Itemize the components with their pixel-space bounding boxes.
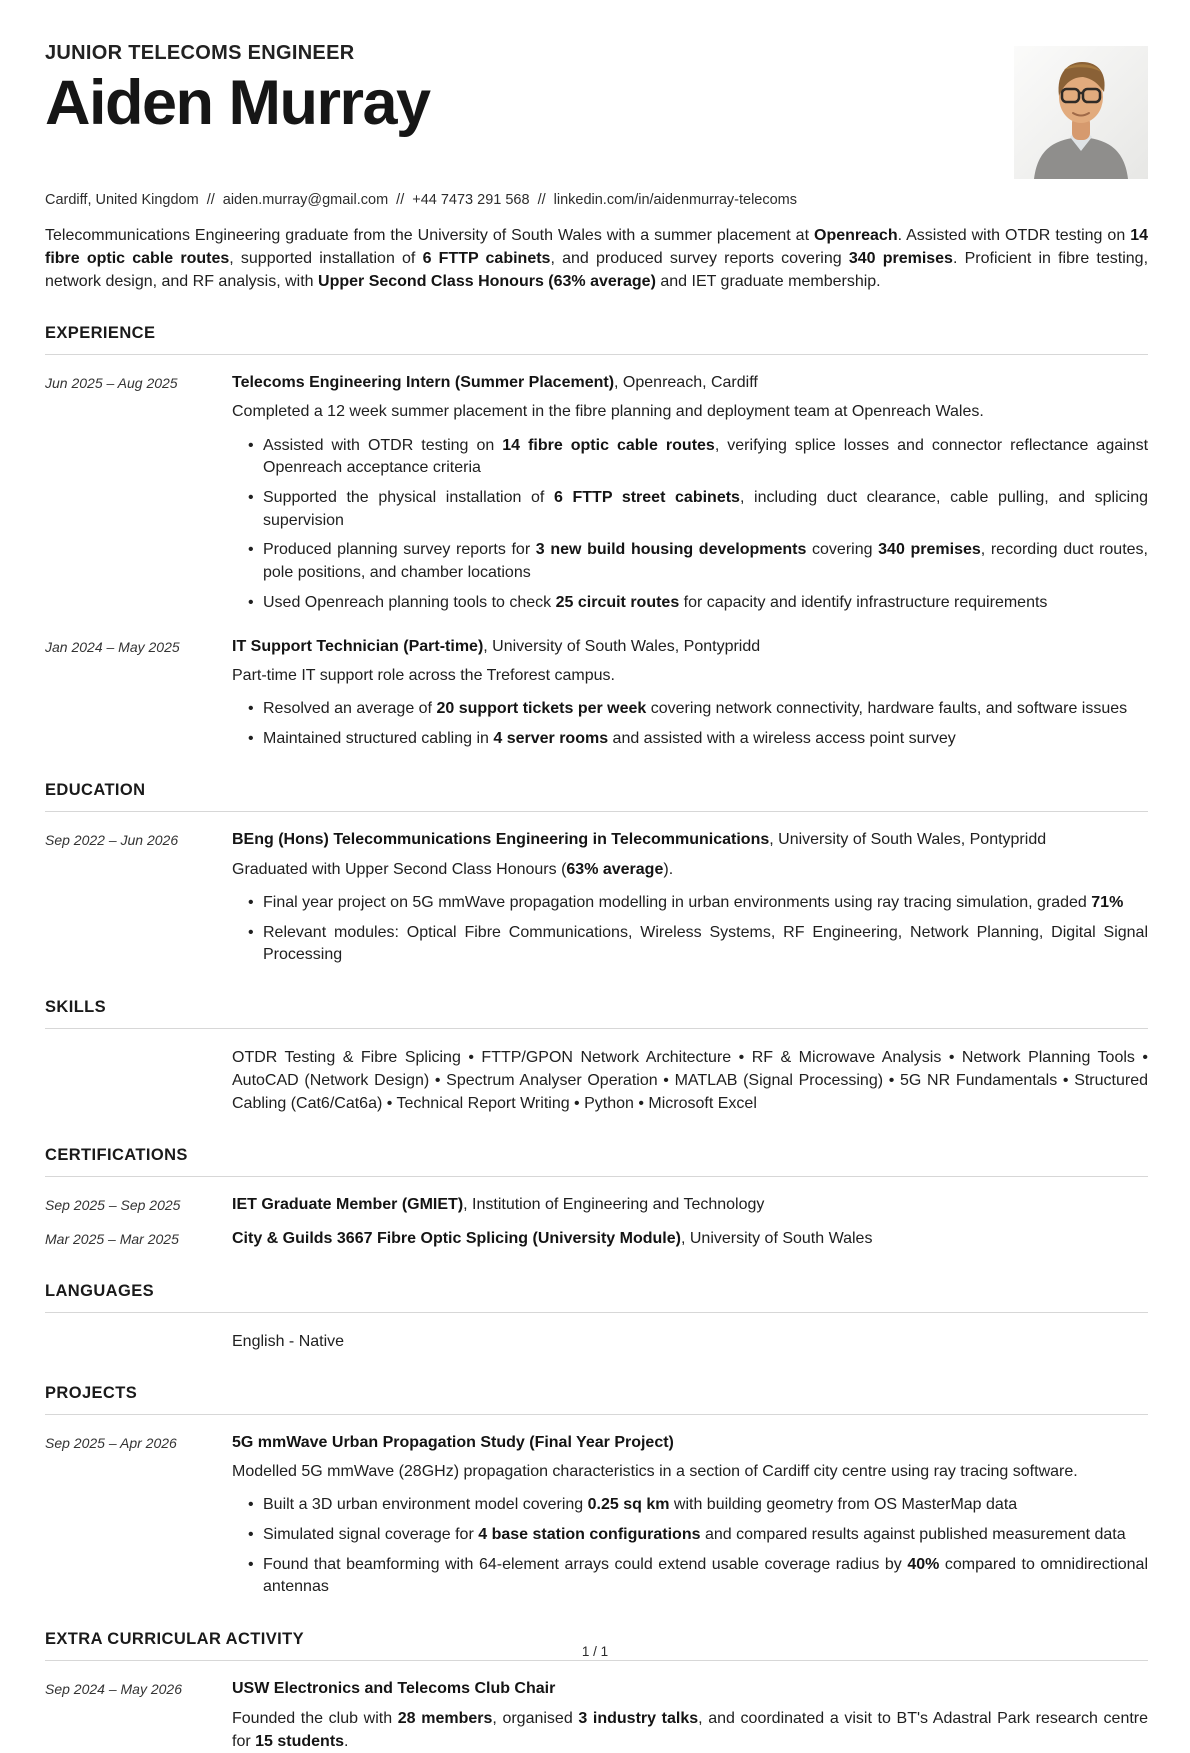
date-spacer	[45, 1330, 232, 1353]
entry-title: City & Guilds 3667 Fibre Optic Splicing (University Module), University of South Wales	[232, 1230, 873, 1248]
contact-linkedin: linkedin.com/in/aidenmurray-telecoms	[553, 192, 798, 208]
skills-list: OTDR Testing & Fibre Splicing • FTTP/GPON Network Architecture • RF & Microwave Analysis • Network Planning Tools • AutoCAD (Network Design) • Spectrum Analyser Operation • MATLAB (Signal Processing) • 5G NR Fundamentals • Structured Cabling (Cat6/Cat6a) • Technical Report Writing • Python • Microsoft Excel	[232, 1048, 1148, 1113]
experience-entry	[45, 636, 1148, 751]
entry-date-range: Mar 2025 – Mar 2025	[45, 1231, 179, 1248]
section-heading-languages: LANGUAGES	[45, 1282, 1148, 1313]
section-heading-certifications: CERTIFICATIONS	[45, 1146, 1148, 1177]
contact-location: Cardiff, United Kingdom	[45, 192, 199, 208]
bullet-item: • Found that beamforming with 64-element arrays could extend usable coverage radius by 40% compared to omnidirectional antennas	[232, 1554, 1148, 1599]
entry-description: Graduated with Upper Second Class Honours (63% average).	[232, 860, 674, 878]
project-entry	[45, 1432, 1148, 1599]
entry-bullets	[232, 892, 1148, 967]
entry-bullets	[232, 698, 1148, 750]
header	[45, 42, 1148, 179]
bullet-item: • Produced planning survey reports for 3 new build housing developments covering 340 premises, recording duct routes, pole positions, and chamber locations	[232, 539, 1148, 584]
entry-bullets	[232, 435, 1148, 615]
bullet-item: • Assisted with OTDR testing on 14 fibre optic cable routes, verifying splice losses and connector reflectance against Openreach acceptance criteria	[232, 435, 1148, 480]
entry-description: Founded the club with 28 members, organised 3 industry talks, and coordinated a visit to BT's Adastral Park research centre for 15 students.	[232, 1709, 1149, 1750]
section-heading-extra-curricular: EXTRA CURRICULAR ACTIVITY	[45, 1630, 1148, 1661]
candidate-name: Aiden Murray	[45, 68, 430, 138]
contact-line	[45, 192, 1148, 208]
section-experience	[45, 324, 1148, 750]
page-number: 1 / 1	[581, 1644, 609, 1659]
section-heading-skills: SKILLS	[45, 998, 1148, 1029]
entry-date-range: Sep 2025 – Sep 2025	[45, 1197, 181, 1214]
section-languages	[45, 1282, 1148, 1353]
entry-description: Modelled 5G mmWave (28GHz) propagation characteristics in a section of Cardiff city centre using ray tracing software.	[232, 1463, 1078, 1481]
entry-date-range: Jun 2025 – Aug 2025	[45, 375, 178, 392]
entry-body	[232, 636, 1148, 751]
profile-photo	[1014, 46, 1148, 179]
section-certifications	[45, 1146, 1148, 1251]
languages-row	[45, 1330, 1148, 1353]
summary-paragraph: Telecommunications Engineering graduate from the University of South Wales with a summer placement at Openreach. Assisted with OTDR testing on 14 fibre optic cable routes, supported installation of 6 FTTP cabinets, and produced survey reports covering 340 premises. Proficient in fibre testing, network design, and RF analysis, with Upper Second Class Honours (63% average) and IET graduate membership.	[45, 227, 1149, 291]
bullet-item: • Final year project on 5G mmWave propagation modelling in urban environments using ray tracing simulation, graded 71%	[232, 892, 1148, 915]
entry-description: Completed a 12 week summer placement in the fibre planning and deployment team at Openreach Wales.	[232, 403, 984, 421]
languages-list: English - Native	[232, 1332, 345, 1350]
header-text	[45, 42, 430, 137]
bullet-item: • Used Openreach planning tools to check 25 circuit routes for capacity and identify infrastructure requirements	[232, 592, 1148, 615]
entry-date-range: Sep 2025 – Apr 2026	[45, 1434, 177, 1451]
entry-body	[232, 1228, 1148, 1250]
entry-body	[232, 1194, 1148, 1216]
entry-title: BEng (Hons) Telecommunications Engineering in Telecommunications, University of South Wales, Pontypridd	[232, 831, 1047, 849]
section-heading-education: EDUCATION	[45, 781, 1148, 812]
bullet-item: • Supported the physical installation of 6 FTTP street cabinets, including duct clearance, cable pulling, and splicing supervision	[232, 487, 1148, 532]
entry-title: 5G mmWave Urban Propagation Study (Final Year Project)	[232, 1433, 674, 1451]
entry-title: Telecoms Engineering Intern (Summer Placement), Openreach, Cardiff	[232, 374, 758, 392]
certification-entry	[45, 1228, 1148, 1250]
experience-entry	[45, 372, 1148, 614]
entry-body	[232, 1432, 1148, 1599]
contact-phone: +44 7473 291 568	[412, 192, 530, 208]
entry-date-range: Jan 2024 – May 2025	[45, 638, 180, 655]
date-spacer	[45, 1046, 232, 1115]
entry-date-range: Sep 2022 – Jun 2026	[45, 832, 179, 849]
education-entry	[45, 829, 1148, 967]
contact-email: aiden.murray@gmail.com	[222, 192, 389, 208]
bullet-item: • Built a 3D urban environment model covering 0.25 sq km with building geometry from OS MasterMap data	[232, 1494, 1148, 1517]
skills-row	[45, 1046, 1148, 1115]
section-skills	[45, 998, 1148, 1115]
entry-title: USW Electronics and Telecoms Club Chair	[232, 1680, 556, 1698]
extra-curricular-entry	[45, 1678, 1148, 1752]
section-heading-projects: PROJECTS	[45, 1384, 1148, 1415]
entry-date-range: Sep 2024 – May 2026	[45, 1681, 182, 1698]
entry-title: IT Support Technician (Part-time), University of South Wales, Pontypridd	[232, 637, 761, 655]
bullet-item: • Relevant modules: Optical Fibre Communications, Wireless Systems, RF Engineering, Network Planning, Digital Signal Processing	[232, 922, 1148, 967]
entry-description: Part-time IT support role across the Treforest campus.	[232, 666, 615, 684]
entry-bullets	[232, 1494, 1148, 1599]
bullet-item: • Resolved an average of 20 support tickets per week covering network connectivity, hardware faults, and software issues	[232, 698, 1148, 721]
job-title-kicker: JUNIOR TELECOMS ENGINEER	[45, 42, 355, 64]
section-heading-experience: EXPERIENCE	[45, 324, 1148, 355]
bullet-item: • Maintained structured cabling in 4 server rooms and assisted with a wireless access point survey	[232, 728, 1148, 751]
entry-body	[232, 829, 1148, 967]
contact-separator: //	[396, 192, 405, 208]
section-education	[45, 781, 1148, 967]
entry-title: IET Graduate Member (GMIET), Institution of Engineering and Technology	[232, 1196, 765, 1214]
entry-body	[232, 1678, 1148, 1752]
certification-entry	[45, 1194, 1148, 1216]
entry-body	[232, 372, 1148, 614]
bullet-item: • Simulated signal coverage for 4 base station configurations and compared results against published measurement data	[232, 1524, 1148, 1547]
contact-separator: //	[206, 192, 215, 208]
section-projects	[45, 1384, 1148, 1599]
contact-separator: //	[537, 192, 546, 208]
